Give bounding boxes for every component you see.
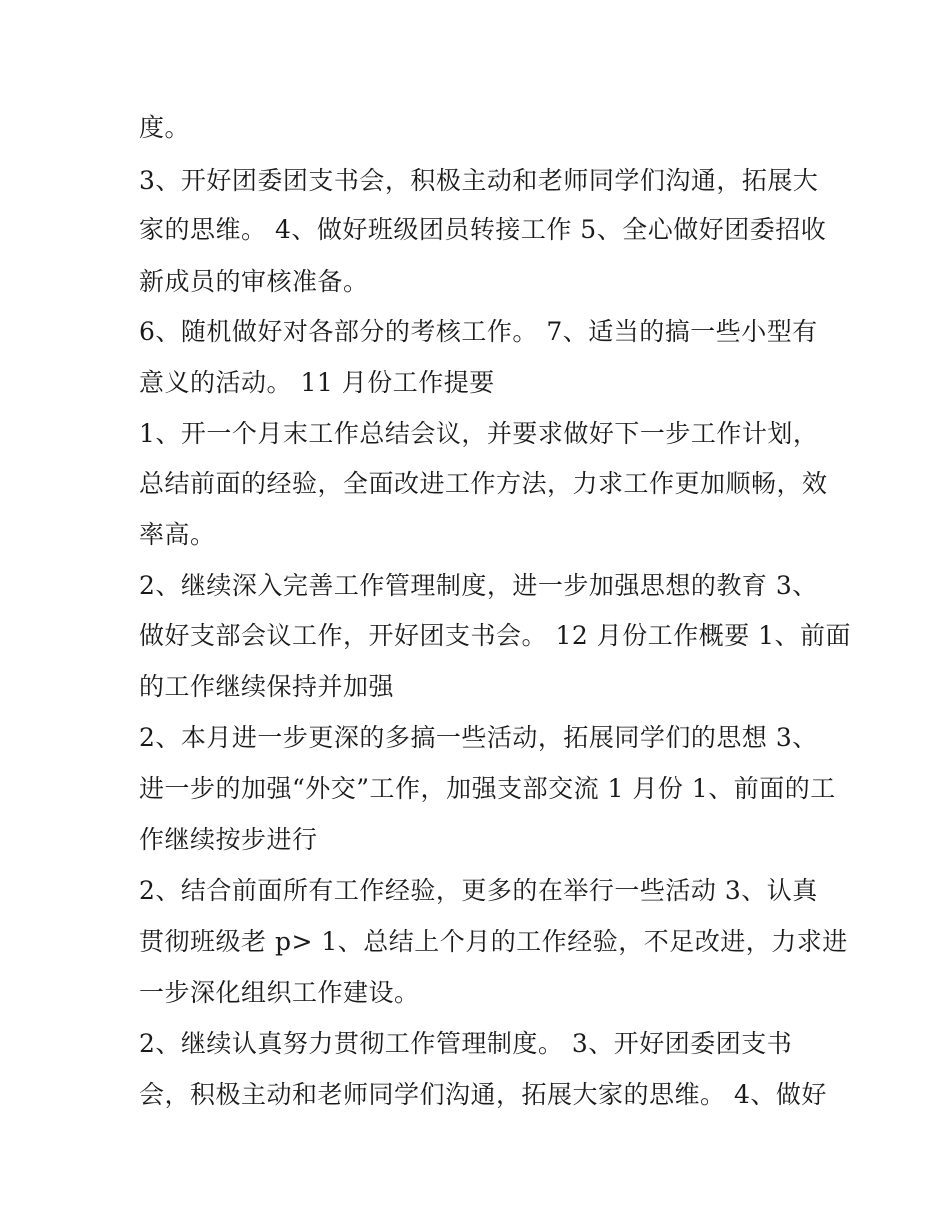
text-line-17: 贯彻班级老 p> 1、总结上个月的工作经验，不足改进，力求进 <box>139 927 848 956</box>
text-line-13: 2、本月进一步更深的多搞一些活动，拓展同学们的思想 3、 <box>139 723 818 752</box>
text-line-14: 进一步的加强“外交”工作，加强支部交流 1 月份 1、前面的工 <box>139 774 836 803</box>
text-line-10: 2、继续深入完善工作管理制度，进一步加强思想的教育 3、 <box>139 571 818 600</box>
text-line-19: 2、继续认真努力贯彻工作管理制度。 3、开好团委团支书 <box>139 1029 793 1058</box>
text-line-4: 新成员的审核准备。 <box>139 267 369 296</box>
text-line-15: 作继续按步进行 <box>139 825 318 854</box>
text-line-1: 度。 <box>139 113 191 142</box>
text-line-16: 2、结合前面所有工作经验，更多的在举行一些活动 3、认真 <box>139 876 818 905</box>
text-line-7: 1、开一个月末工作总结会议，并要求做好下一步工作计划， <box>139 419 819 448</box>
text-line-11: 做好支部会议工作，开好团支书会。 12 月份工作概要 1、前面 <box>139 621 852 650</box>
text-line-20: 会，积极主动和老师同学们沟通，拓展大家的思维。 4、做好 <box>139 1080 827 1109</box>
text-line-3: 家的思维。 4、做好班级团员转接工作 5、全心做好团委招收 <box>139 215 827 244</box>
text-line-12: 的工作继续保持并加强 <box>139 672 395 701</box>
text-line-8: 总结前面的经验，全面改进工作方法，力求工作更加顺畅，效 <box>139 469 828 498</box>
text-line-6: 意义的活动。 11 月份工作提要 <box>139 368 495 397</box>
text-line-18: 一步深化组织工作建设。 <box>139 978 420 1007</box>
text-line-9: 率高。 <box>139 520 216 549</box>
text-line-2: 3、开好团委团支书会，积极主动和老师同学们沟通，拓展大 <box>139 166 819 195</box>
text-line-5: 6、随机做好对各部分的考核工作。 7、适当的搞一些小型有 <box>139 317 818 346</box>
